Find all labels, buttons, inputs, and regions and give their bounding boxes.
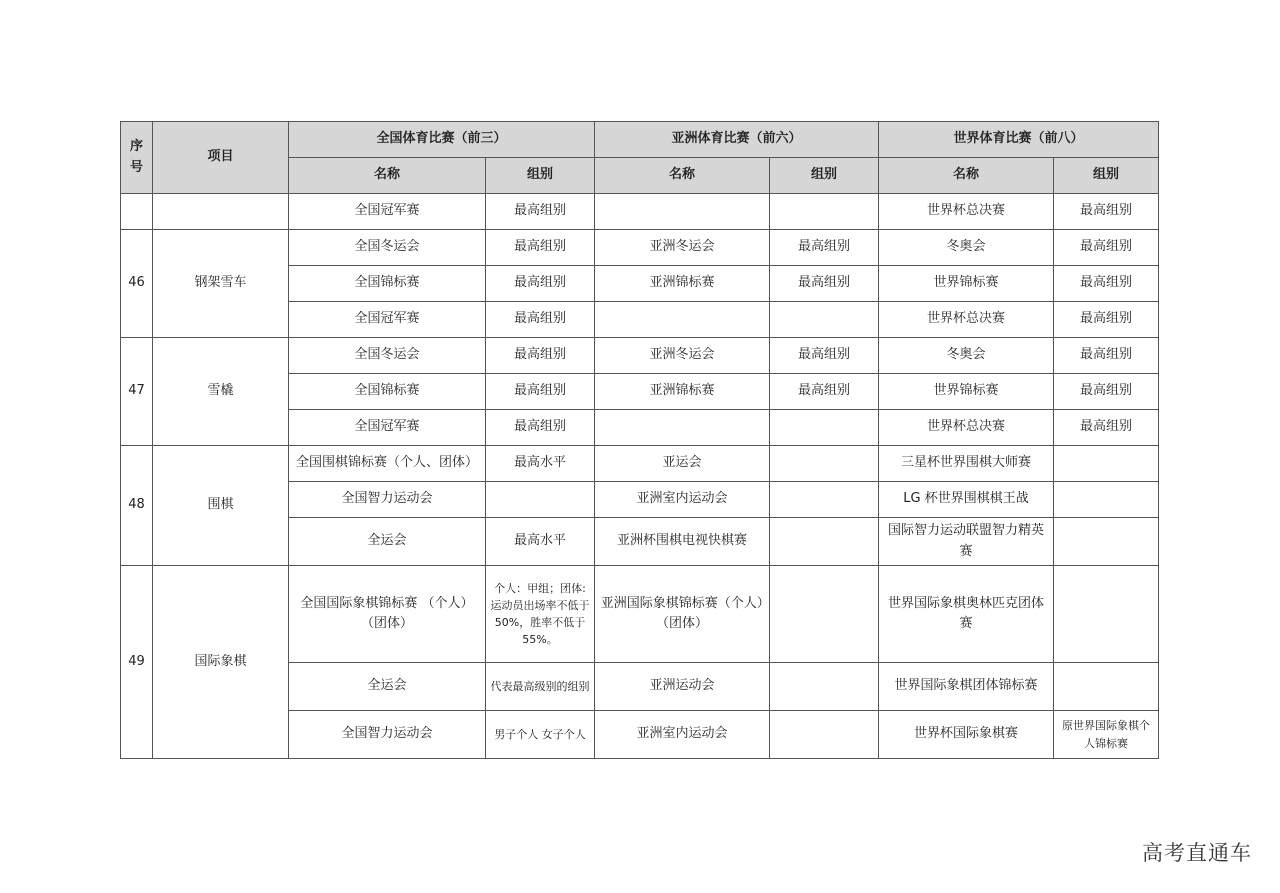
national-group-cell: 最高水平 xyxy=(486,518,595,566)
asian-name-cell: 亚洲杯围棋电视快棋赛 xyxy=(595,518,770,566)
world-name-cell: 冬奥会 xyxy=(879,338,1054,374)
project-cell xyxy=(153,194,289,230)
seq-header xyxy=(121,122,153,194)
asian-name-cell: 亚洲冬运会 xyxy=(595,230,770,266)
national-group-cell: 最高组别 xyxy=(486,230,595,266)
national-name-cell: 全国冠军赛 xyxy=(289,194,486,230)
table-row xyxy=(121,446,1159,482)
world-group-cell: 最高组别 xyxy=(1054,194,1159,230)
asian-group-cell: 最高组别 xyxy=(770,338,879,374)
asian-group-cell xyxy=(770,194,879,230)
asian-name-cell: 亚洲冬运会 xyxy=(595,338,770,374)
world-name-cell: 三星杯世界围棋大师赛 xyxy=(879,446,1054,482)
world-group-cell: 最高组别 xyxy=(1054,266,1159,302)
world-group-cell: 原世界国际象棋个人锦标赛 xyxy=(1054,711,1159,759)
national-name-header: 名称 xyxy=(289,158,486,194)
world-name-cell: 世界锦标赛 xyxy=(879,266,1054,302)
world-name-cell: 世界国际象棋团体锦标赛 xyxy=(879,663,1054,711)
seq-cell: 48 xyxy=(121,446,153,566)
project-cell: 国际象棋 xyxy=(153,566,289,759)
national-name-cell: 全国智力运动会 xyxy=(289,482,486,518)
asian-group-cell xyxy=(770,482,879,518)
asian-group-header: 组别 xyxy=(770,158,879,194)
asian-group-cell xyxy=(770,711,879,759)
world-group-cell: 最高组别 xyxy=(1054,230,1159,266)
seq-cell xyxy=(121,194,153,230)
world-group-cell xyxy=(1054,518,1159,566)
project-cell: 钢架雪车 xyxy=(153,230,289,338)
world-name-cell: 世界国际象棋奥林匹克团体赛 xyxy=(879,566,1054,663)
watermark-text: 高考直通车 xyxy=(1142,841,1252,865)
national-name-cell: 全国冬运会 xyxy=(289,338,486,374)
national-group-cell: 个人：甲组；团体:运动员出场率不低于 50%，胜率不低于 55%。 xyxy=(486,566,595,663)
world-group-cell: 最高组别 xyxy=(1054,410,1159,446)
asian-name-cell: 亚运会 xyxy=(595,446,770,482)
world-name-header: 名称 xyxy=(879,158,1054,194)
national-group-cell: 男子个人 女子个人 xyxy=(486,711,595,759)
world-name-cell: 世界杯总决赛 xyxy=(879,194,1054,230)
world-group-cell: 最高组别 xyxy=(1054,302,1159,338)
national-group-cell xyxy=(486,482,595,518)
national-group-cell: 最高组别 xyxy=(486,338,595,374)
national-group-cell: 最高组别 xyxy=(486,302,595,338)
asian-group-cell xyxy=(770,663,879,711)
world-header: 世界体育比赛（前八） xyxy=(879,122,1159,158)
asian-name-cell: 亚洲锦标赛 xyxy=(595,374,770,410)
world-group-cell xyxy=(1054,566,1159,663)
project-cell: 雪橇 xyxy=(153,338,289,446)
world-name-cell: 世界杯总决赛 xyxy=(879,302,1054,338)
world-group-header: 组别 xyxy=(1054,158,1159,194)
national-name-cell: 全国国际象棋锦标赛 （个人）（团体） xyxy=(289,566,486,663)
project-header: 项目 xyxy=(153,122,289,194)
national-name-cell: 全运会 xyxy=(289,663,486,711)
national-name-cell: 全国锦标赛 xyxy=(289,266,486,302)
national-name-cell: 全国智力运动会 xyxy=(289,711,486,759)
table-row xyxy=(121,230,1159,266)
world-group-cell: 最高组别 xyxy=(1054,374,1159,410)
world-group-cell xyxy=(1054,663,1159,711)
asian-name-cell: 亚洲运动会 xyxy=(595,663,770,711)
world-group-cell: 最高组别 xyxy=(1054,338,1159,374)
national-name-cell: 全国围棋锦标赛（个人、团体） xyxy=(289,446,486,482)
seq-header-line1: 序 xyxy=(129,139,143,155)
seq-header-line2: 号 xyxy=(129,159,143,175)
asian-group-cell xyxy=(770,566,879,663)
world-name-cell: 冬奥会 xyxy=(879,230,1054,266)
asian-name-cell: 亚洲室内运动会 xyxy=(595,482,770,518)
competition-table xyxy=(120,121,1159,759)
world-name-cell: 国际智力运动联盟智力精英赛 xyxy=(879,518,1054,566)
national-group-cell: 最高水平 xyxy=(486,446,595,482)
national-group-cell: 代表最高级别的组别 xyxy=(486,663,595,711)
national-group-cell: 最高组别 xyxy=(486,194,595,230)
national-name-cell: 全国冠军赛 xyxy=(289,302,486,338)
national-name-cell: 全运会 xyxy=(289,518,486,566)
table-row xyxy=(121,566,1159,663)
asian-name-cell: 亚洲锦标赛 xyxy=(595,266,770,302)
world-name-cell: LG 杯世界围棋棋王战 xyxy=(879,482,1054,518)
asian-group-cell: 最高组别 xyxy=(770,266,879,302)
world-group-cell xyxy=(1054,446,1159,482)
world-name-cell: 世界杯总决赛 xyxy=(879,410,1054,446)
asian-name-cell xyxy=(595,302,770,338)
seq-cell: 47 xyxy=(121,338,153,446)
national-group-cell: 最高组别 xyxy=(486,374,595,410)
project-cell: 围棋 xyxy=(153,446,289,566)
asian-name-cell xyxy=(595,410,770,446)
asian-group-cell xyxy=(770,302,879,338)
table-row xyxy=(121,194,1159,230)
national-group-cell: 最高组别 xyxy=(486,410,595,446)
asian-group-cell xyxy=(770,410,879,446)
national-name-cell: 全国冬运会 xyxy=(289,230,486,266)
table-row xyxy=(121,338,1159,374)
asian-header: 亚洲体育比赛（前六） xyxy=(595,122,879,158)
asian-name-cell xyxy=(595,194,770,230)
asian-name-header: 名称 xyxy=(595,158,770,194)
national-group-header: 组别 xyxy=(486,158,595,194)
asian-name-cell: 亚洲室内运动会 xyxy=(595,711,770,759)
asian-group-cell: 最高组别 xyxy=(770,374,879,410)
asian-group-cell: 最高组别 xyxy=(770,230,879,266)
asian-group-cell xyxy=(770,518,879,566)
national-name-cell: 全国锦标赛 xyxy=(289,374,486,410)
national-name-cell: 全国冠军赛 xyxy=(289,410,486,446)
seq-cell: 49 xyxy=(121,566,153,759)
asian-name-cell: 亚洲国际象棋锦标赛（个人）（团体） xyxy=(595,566,770,663)
asian-group-cell xyxy=(770,446,879,482)
world-group-cell xyxy=(1054,482,1159,518)
world-name-cell: 世界锦标赛 xyxy=(879,374,1054,410)
world-name-cell: 世界杯国际象棋赛 xyxy=(879,711,1054,759)
national-group-cell: 最高组别 xyxy=(486,266,595,302)
national-header: 全国体育比赛（前三） xyxy=(289,122,595,158)
seq-cell: 46 xyxy=(121,230,153,338)
